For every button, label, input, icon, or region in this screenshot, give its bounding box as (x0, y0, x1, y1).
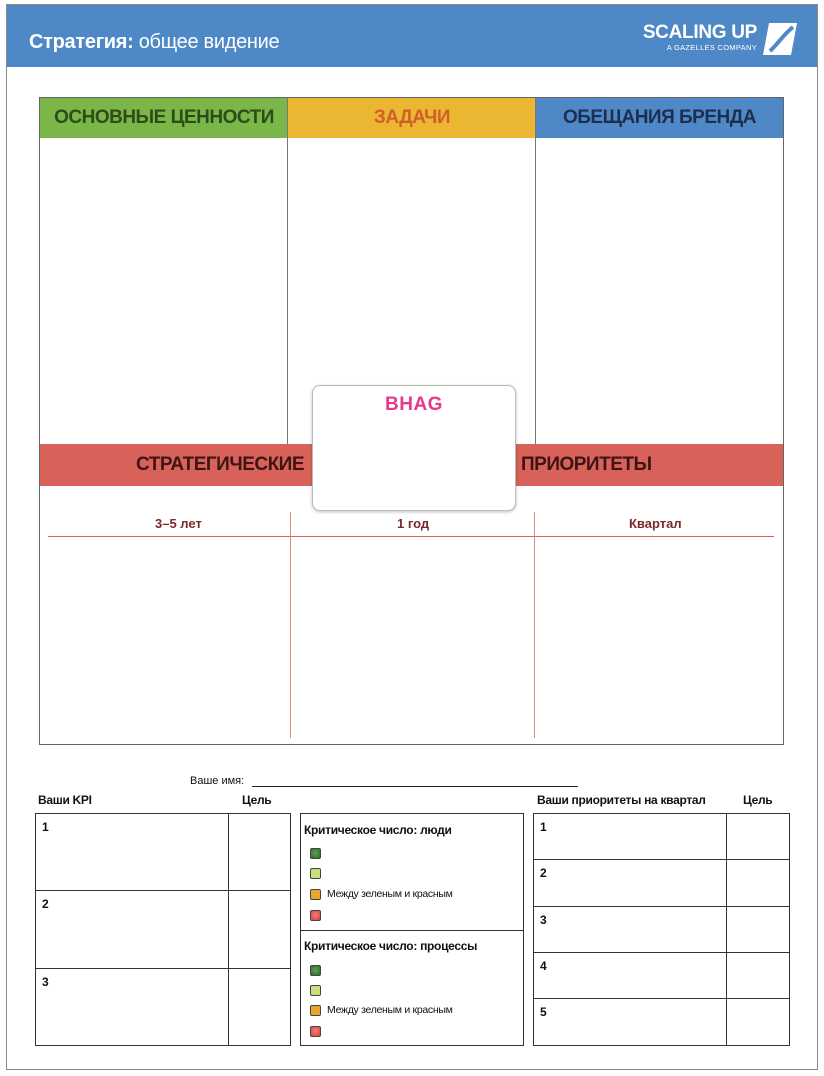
logo-mark-icon (763, 23, 797, 55)
bhag-title: BHAG (385, 394, 443, 415)
horizon-1-year: 1 год (397, 516, 430, 531)
kpi-row[interactable] (36, 969, 290, 1045)
orange-square-icon (310, 889, 321, 900)
your-name-field[interactable] (252, 786, 578, 787)
your-name-label: Ваше имя: (190, 775, 245, 787)
kpi-row-number: 3 (42, 975, 49, 989)
red-square-icon (310, 910, 321, 921)
priority-row[interactable] (534, 907, 789, 953)
people-level-dark-green[interactable] (310, 847, 321, 859)
horizon-divider (48, 536, 774, 537)
horizon-3-5-years: 3–5 лет (155, 516, 202, 531)
kpi-row-number: 1 (42, 820, 49, 834)
core-values-header: ОСНОВНЫЕ ЦЕННОСТИ (40, 98, 288, 138)
tasks-header: ЗАДАЧИ (288, 98, 536, 138)
kpi-table (35, 813, 291, 1046)
critical-processes-title: Критическое число: процессы (304, 939, 478, 953)
horizon-column-divider (534, 512, 535, 738)
kpi-label: Ваши KPI (38, 793, 92, 807)
priority-row[interactable] (534, 953, 789, 999)
priority-row-number: 5 (540, 1005, 547, 1019)
processes-level-light-green[interactable] (310, 984, 321, 996)
processes-level-dark-green[interactable] (310, 964, 321, 976)
light-green-square-icon (310, 985, 321, 996)
priority-row-number: 1 (540, 820, 547, 834)
orange-square-icon (310, 1005, 321, 1016)
processes-level-red[interactable] (310, 1025, 321, 1037)
logo-text (643, 23, 757, 53)
horizon-quarter: Квартал (629, 516, 682, 531)
priority-row-number: 4 (540, 959, 547, 973)
processes-level-middle[interactable] (310, 1004, 453, 1016)
people-level-light-green[interactable] (310, 867, 321, 879)
brand-promises-header: ОБЕЩАНИЯ БРЕНДА (536, 98, 783, 138)
column-divider (535, 98, 536, 444)
priorities-goal-label: Цель (743, 793, 773, 807)
scaling-up-logo (643, 23, 797, 59)
light-green-square-icon (310, 868, 321, 879)
critical-people-title: Критическое число: люди (304, 823, 452, 837)
critical-processes-section (301, 930, 523, 1045)
red-square-icon (310, 1026, 321, 1037)
priority-row[interactable] (534, 860, 789, 907)
page-title (29, 31, 279, 54)
people-middle-label: Между зеленым и красным (327, 888, 453, 900)
kpi-row-number: 2 (42, 897, 49, 911)
kpi-row[interactable] (36, 891, 290, 969)
priority-row-number: 2 (540, 866, 547, 880)
logo-sub-text: A GAZELLES COMPANY (666, 43, 757, 52)
bhag-box (312, 385, 516, 511)
priority-row-number: 3 (540, 913, 547, 927)
people-level-red[interactable] (310, 909, 321, 921)
dark-green-square-icon (310, 848, 321, 859)
kpi-goal-label: Цель (242, 793, 272, 807)
horizon-column-divider (290, 512, 291, 738)
quarter-priorities-label: Ваши приоритеты на квартал (537, 793, 706, 807)
priorities-label: ПРИОРИТЕТЫ (521, 454, 652, 475)
strategic-label: СТРАТЕГИЧЕСКИЕ (136, 454, 305, 475)
critical-numbers-box (300, 813, 524, 1046)
page-title-bold: Стратегия: (29, 31, 134, 53)
strategy-grid (39, 97, 784, 745)
dark-green-square-icon (310, 965, 321, 976)
kpi-row[interactable] (36, 814, 290, 891)
logo-main-text: SCALING UP (642, 22, 757, 43)
column-divider (287, 98, 288, 444)
priority-row[interactable] (534, 814, 789, 860)
quarter-priorities-table (533, 813, 790, 1046)
page-title-rest: общее видение (133, 31, 280, 53)
header-bar (7, 5, 817, 67)
processes-middle-label: Между зеленым и красным (327, 1004, 453, 1016)
critical-people-section (301, 814, 523, 930)
priority-row[interactable] (534, 999, 789, 1045)
people-level-middle[interactable] (310, 888, 453, 900)
